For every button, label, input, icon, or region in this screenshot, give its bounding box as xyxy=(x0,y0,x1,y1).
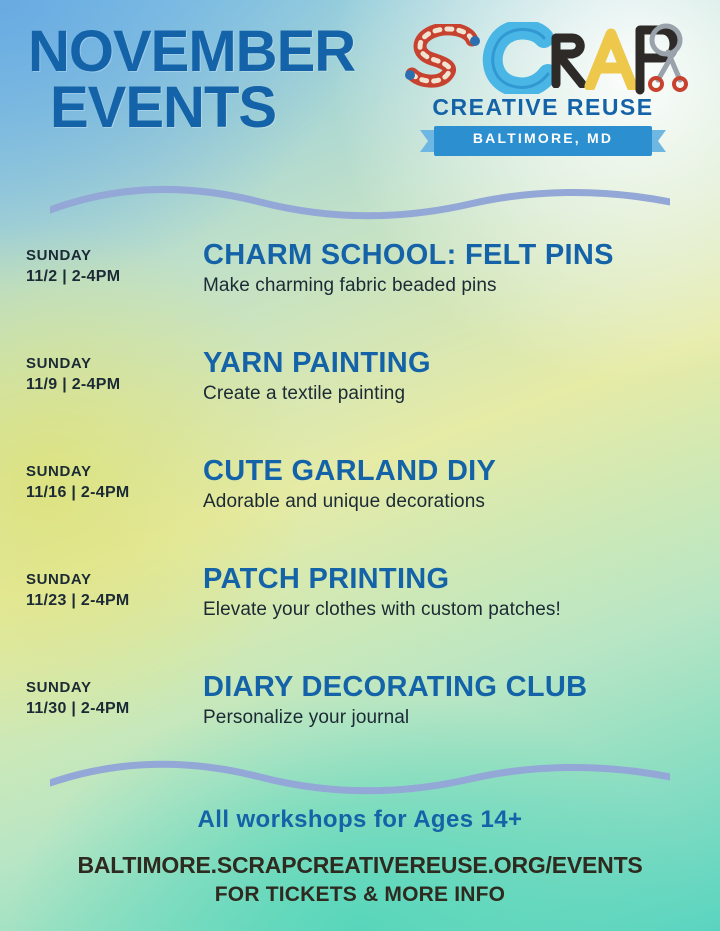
event-when xyxy=(26,246,196,288)
event-day: SUNDAY xyxy=(26,355,92,372)
page-title xyxy=(28,19,388,141)
event-date: 11/9 | 2-4PM xyxy=(26,376,121,394)
event-description: Adorable and unique decorations xyxy=(203,491,485,513)
scrap-p-scissors-icon xyxy=(628,18,690,96)
event-description: Create a textile painting xyxy=(203,383,406,405)
logo-subtitle: CREATIVE REUSE xyxy=(432,94,654,120)
event-info xyxy=(203,562,702,621)
list-item xyxy=(0,238,720,346)
tickets-note: FOR TICKETS & MORE INFO xyxy=(214,883,506,906)
event-when xyxy=(26,678,196,720)
event-day: SUNDAY xyxy=(26,571,92,588)
list-item xyxy=(0,454,720,562)
event-when xyxy=(26,570,196,612)
scrap-logo xyxy=(398,18,688,168)
poster-footer xyxy=(0,806,720,907)
list-item xyxy=(0,562,720,670)
event-date: 11/23 | 2-4PM xyxy=(26,592,130,610)
event-name: PATCH PRINTING xyxy=(203,563,450,595)
event-description: Elevate your clothes with custom patches! xyxy=(203,599,561,621)
event-description: Make charming fabric beaded pins xyxy=(203,275,497,297)
event-when xyxy=(26,462,196,504)
title-line-month: NOVEMBER xyxy=(28,19,356,84)
event-date: 11/2 | 2-4PM xyxy=(26,268,121,286)
event-info xyxy=(203,454,702,513)
event-name: CHARM SCHOOL: FELT PINS xyxy=(203,239,614,271)
scrap-s-rope-icon xyxy=(402,24,486,94)
event-day: SUNDAY xyxy=(26,679,92,696)
event-info xyxy=(203,346,702,405)
event-info xyxy=(203,238,702,297)
events-list xyxy=(0,238,720,778)
event-day: SUNDAY xyxy=(26,247,92,264)
list-item xyxy=(0,346,720,454)
event-date: 11/30 | 2-4PM xyxy=(26,700,130,718)
event-when xyxy=(26,354,196,396)
event-info xyxy=(203,670,702,729)
event-day: SUNDAY xyxy=(26,463,92,480)
title-line-events: EVENTS xyxy=(50,75,277,141)
wave-divider-bottom xyxy=(50,757,670,801)
ages-note: All workshops for Ages 14+ xyxy=(197,806,523,833)
wave-divider-top xyxy=(50,182,670,226)
event-name: DIARY DECORATING CLUB xyxy=(203,671,588,703)
website-url[interactable]: BALTIMORE.SCRAPCREATIVEREUSE.ORG/EVENTS xyxy=(77,852,643,878)
event-name: CUTE GARLAND DIY xyxy=(203,455,497,487)
event-description: Personalize your journal xyxy=(203,707,410,729)
scrap-c-fabric-icon xyxy=(482,22,556,94)
event-name: YARN PAINTING xyxy=(203,347,431,379)
logo-wordmark xyxy=(398,18,688,96)
logo-banner-text: BALTIMORE, MD xyxy=(472,130,614,146)
poster-header xyxy=(0,0,720,185)
event-date: 11/16 | 2-4PM xyxy=(26,484,130,502)
